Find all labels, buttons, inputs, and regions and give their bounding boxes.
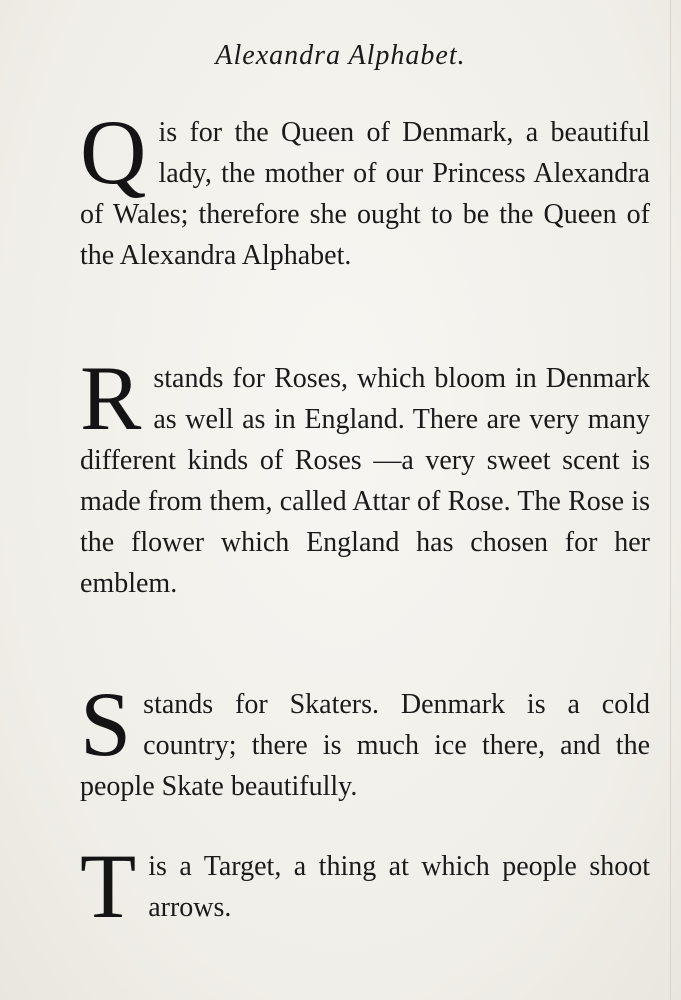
- drop-cap-r: R: [80, 347, 142, 449]
- entry-s: [80, 673, 650, 807]
- entry-t: [80, 835, 650, 937]
- entry-text: is a Target, a thing at which people shoot arrows.: [148, 851, 650, 923]
- entry-r: [80, 347, 650, 604]
- entry-q: [80, 101, 650, 276]
- drop-cap-q: Q: [80, 101, 147, 203]
- page-title: Alexandra Alphabet.: [215, 40, 466, 71]
- entry-text: is for the Queen of Denmark, a beautiful lady, the mother of our Princess Alexandra of Wales; therefore she ought to be the Queen of the Alexandra Alphabet.: [80, 117, 650, 271]
- page-edge: [670, 0, 671, 1000]
- drop-cap-s: S: [80, 673, 132, 775]
- entry-text: stands for Skaters. Denmark is a cold country; there is much ice there, and the people Skate beautifully.: [80, 689, 650, 802]
- entry-text: stands for Roses, which bloom in Denmark as well as in England. There are very many different kinds of Roses —a very sweet scent is made from them, called Attar of Rose. The Rose is the flower which England has chosen for her emblem.: [80, 363, 650, 599]
- drop-cap-t: T: [80, 835, 137, 937]
